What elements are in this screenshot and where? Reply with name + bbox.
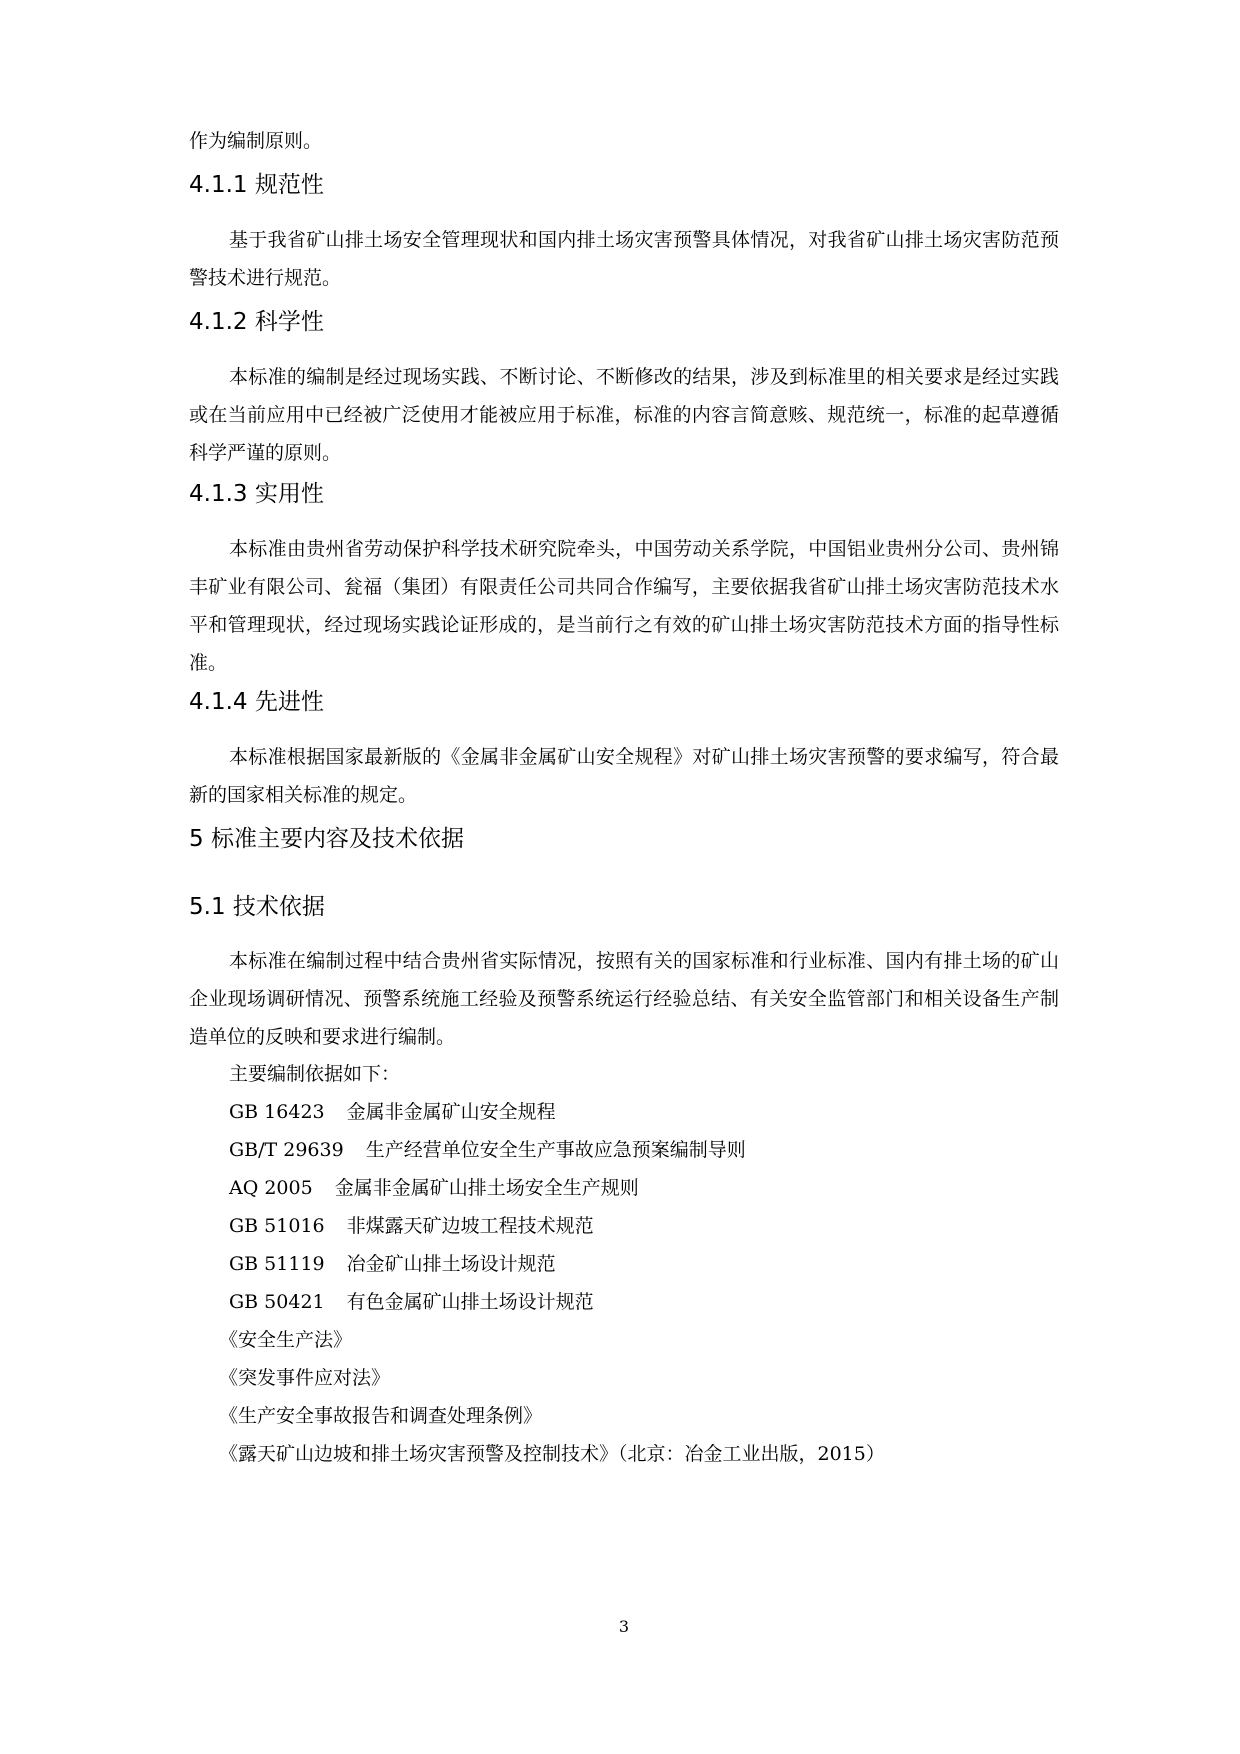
section-heading-4-1-3: 4.1.3 实用性: [189, 481, 324, 507]
standard-item: [229, 1207, 594, 1245]
standard-title: 非煤露天矿边坡工程技术规范: [346, 1215, 594, 1237]
standard-code: AQ 2005: [229, 1177, 313, 1199]
section-heading-4-1-4: 4.1.4 先进性: [189, 689, 324, 715]
law-item: 《安全生产法》: [219, 1329, 353, 1351]
section-heading-4-1-2: 4.1.2 科学性: [189, 309, 324, 335]
section-paragraph-5-1: 本标准在编制过程中结合贵州省实际情况，按照有关的国家标准和行业标准、国内有排土场的矿山企业现场调研情况、预警系统施工经验及预警系统运行经验总结、有关安全监管部门和相关设备生产制造单位的反映和要求进行编制。: [189, 950, 1059, 1048]
standard-title: 金属非金属矿山排土场安全生产规则: [334, 1177, 639, 1199]
standard-item: [229, 1245, 556, 1283]
section-heading-5-1: 5.1 技术依据: [189, 894, 325, 920]
list-intro: 主要编制依据如下：: [229, 1063, 401, 1085]
section-heading-4-1-1: 4.1.1 规范性: [189, 172, 324, 198]
document-page: [189, 0, 1059, 1754]
standard-item: [229, 1131, 746, 1169]
standard-code: GB 16423: [229, 1101, 325, 1123]
standard-code: GB 50421: [229, 1291, 325, 1313]
standard-title: 冶金矿山排土场设计规范: [346, 1253, 556, 1275]
intro-fragment: 作为编制原则。: [189, 130, 323, 152]
standard-title: 金属非金属矿山安全规程: [346, 1101, 556, 1123]
standard-item: [229, 1169, 639, 1207]
section-paragraph-4-1-4: 本标准根据国家最新版的《金属非金属矿山安全规程》对矿山排土场灾害预警的要求编写，符合最新的国家相关标准的规定。: [189, 746, 1059, 806]
standard-item: [229, 1093, 556, 1131]
law-item: 《生产安全事故报告和调查处理条例》: [219, 1405, 543, 1427]
section-paragraph-4-1-3: 本标准由贵州省劳动保护科学技术研究院牵头，中国劳动关系学院，中国铝业贵州分公司、贵州锦丰矿业有限公司、瓮福（集团）有限责任公司共同合作编写，主要依据我省矿山排土场灾害防范技术水平和管理现状，经过现场实践论证形成的，是当前行之有效的矿山排土场灾害防范技术方面的指导性标准。: [189, 538, 1059, 674]
page-number: 3: [618, 1617, 630, 1636]
section-paragraph-4-1-1: 基于我省矿山排土场安全管理现状和国内排土场灾害预警具体情况，对我省矿山排土场灾害防范预警技术进行规范。: [189, 229, 1059, 289]
law-item: 《露天矿山边坡和排土场灾害预警及控制技术》（北京：冶金工业出版，2015）: [219, 1443, 885, 1465]
standard-code: GB/T 29639: [229, 1139, 344, 1161]
standard-code: GB 51119: [229, 1253, 325, 1275]
standard-title: 有色金属矿山排土场设计规范: [346, 1291, 594, 1313]
section-paragraph-4-1-2: 本标准的编制是经过现场实践、不断讨论、不断修改的结果，涉及到标准里的相关要求是经过实践或在当前应用中已经被广泛使用才能被应用于标准，标准的内容言简意赅、规范统一，标准的起草遵循科学严谨的原则。: [189, 366, 1059, 464]
standard-title: 生产经营单位安全生产事故应急预案编制导则: [365, 1139, 746, 1161]
standard-item: [229, 1283, 594, 1321]
standard-code: GB 51016: [229, 1215, 325, 1237]
chapter-heading-5: 5 标准主要内容及技术依据: [189, 826, 464, 852]
law-item: 《突发事件应对法》: [219, 1367, 391, 1389]
